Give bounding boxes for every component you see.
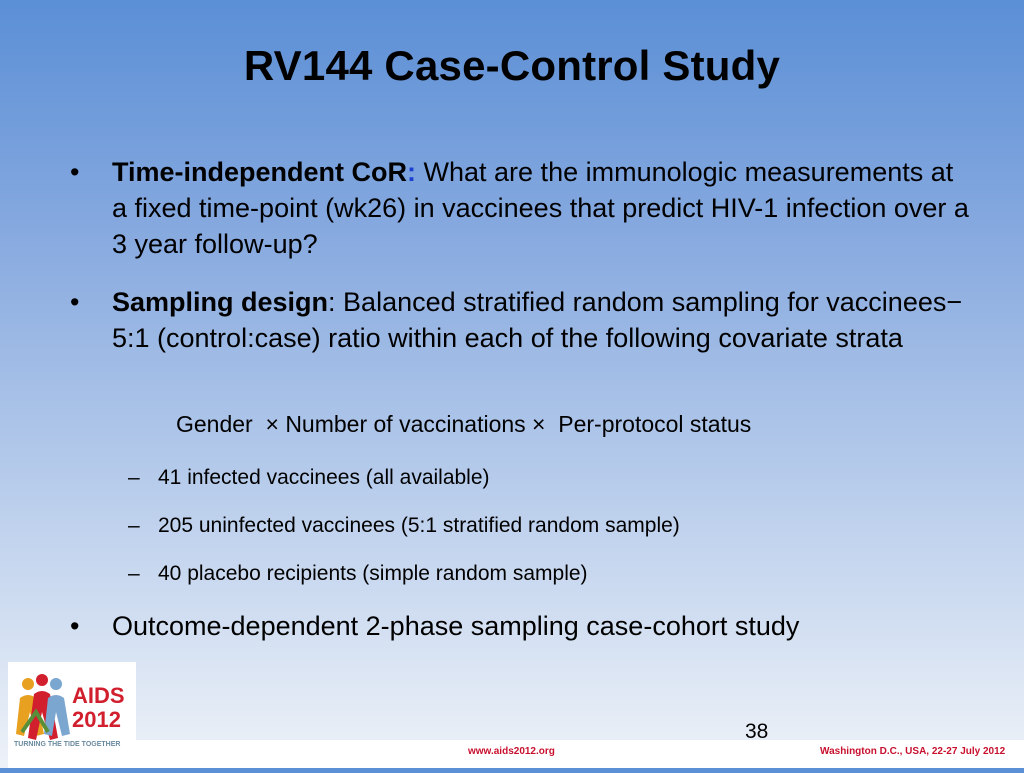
sub-bullet-text: 41 infected vaccinees (all available) <box>158 466 490 489</box>
footer-location: Washington D.C., USA, 22-27 July 2012 <box>820 746 1006 757</box>
slide-title: RV144 Case-Control Study <box>243 42 781 89</box>
bullet-outcome-dependent <box>70 608 970 648</box>
sub-bullet-text: 40 placebo recipients (simple random sample) <box>158 562 588 585</box>
bullet-label: Sampling design <box>112 287 329 317</box>
aids2012-logo <box>8 662 136 768</box>
slide-number: 38 <box>745 720 769 743</box>
bullet-text: What are the immunologic measurements at a fixed time-point (wk26) in vaccinees that predict HIV-1 infection over a 3 year follow-up? <box>112 157 969 259</box>
bullet-colon: : <box>328 287 336 317</box>
footer-url-link[interactable]: www.aids2012.org <box>468 746 555 757</box>
covariate-strata: Gender × Number of vaccinations × Per-protocol status <box>176 411 752 437</box>
bullet-text: Balanced stratified random sampling for vaccinees− 5:1 (control:case) ratio within each of the following covariate strata <box>112 287 963 353</box>
bullet-dot: • <box>70 287 80 317</box>
dash: – <box>128 562 140 585</box>
bullet-label: Time-independent CoR <box>112 157 408 187</box>
logo-tagline: TURNING THE TIDE TOGETHER <box>14 741 121 748</box>
bullet-dot: • <box>70 157 80 187</box>
bullet-dot: • <box>70 611 80 641</box>
bullet-sampling-design <box>70 284 970 394</box>
dash: – <box>128 514 140 537</box>
sub-bullet-text: 205 uninfected vaccinees (5:1 stratified random sample) <box>158 514 680 537</box>
logo-aids: AIDS <box>72 683 125 708</box>
bullet-colon: : <box>407 157 417 187</box>
bullet-time-independent-cor <box>70 154 970 264</box>
bullet-text: Outcome-dependent 2-phase sampling case-cohort study <box>112 611 800 641</box>
logo-year: 2012 <box>72 707 121 732</box>
dash: – <box>128 466 140 489</box>
